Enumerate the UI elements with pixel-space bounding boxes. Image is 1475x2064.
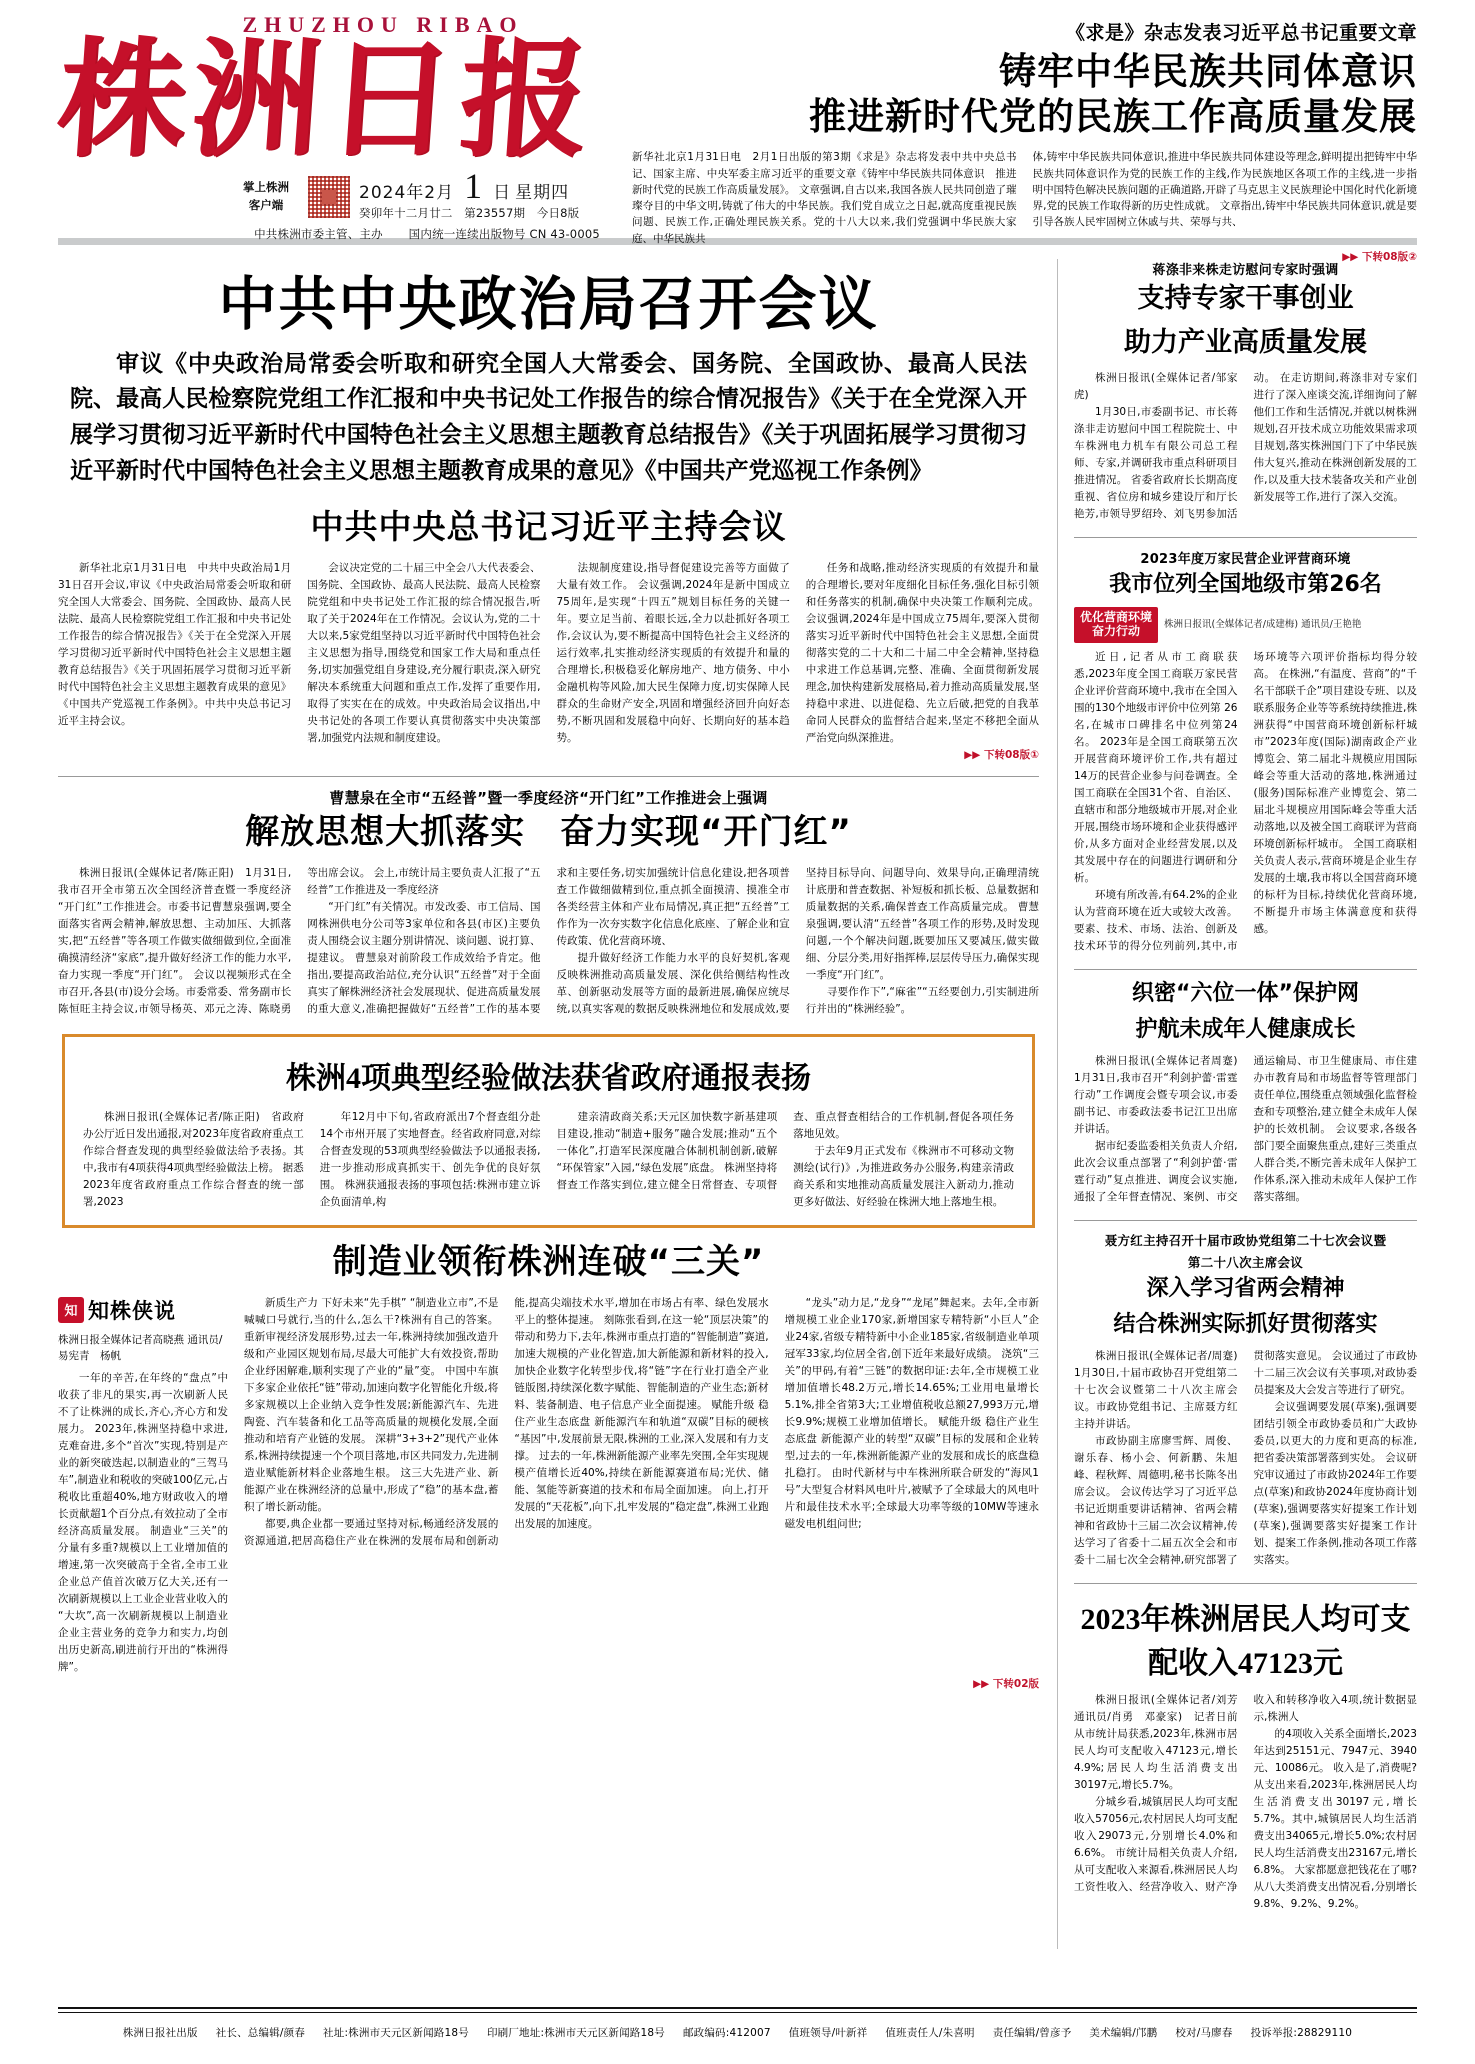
footer-item: 责任编辑/曾彦予 (992, 2027, 1072, 2039)
page-footer (58, 2007, 1417, 2040)
r2-body (1074, 649, 1417, 955)
zhizhuxia-mark-icon: 知 (58, 1297, 84, 1323)
top-right-body-col2: 体,铸牢中华民族共同体意识,推进中华民族共同体建设等理念,鲜明提出把铸牢中华民族共同体意识作为党的民族工作的主线,作为民族地区各项工作的主线,进一步指明中国特色解决民族问题的正确道路,开辟了马克思主义民族理论中国化时代化新境界,党的民族工作取得新的历史性成就。 文章指出,铸牢中华民族共同体意识,就是要引导各族人民牢固树立休戚与共、荣辱与共、 (1032, 151, 1417, 229)
r5-headline: 2023年株洲居民人均可支配收入47123元 (1080, 1603, 1411, 1681)
r4-col1: 市政协副主席廖雪辉、周俊、谢乐春、杨小会、何新鹏、朱旭峰、程秋辉、周德明,秘书长陈冬出席会议。 会议传达学习了习近平总书记近期重要讲话精神、省两会精神和省政协十三届二次会议精神,传达学习了省委十二届五次全会和市委十二届七次全会精神,研究部署了贯彻落实意见。 会议通过了市政协十二届三次会议有关事项,对政协委员提案及大会发言等进行了研究。 (1074, 1350, 1417, 1567)
optimize-business-badge (1074, 607, 1417, 643)
footer-item: 株洲日报社出版 (122, 2027, 198, 2039)
r4-kicker-2: 第二十八次主席会议 (1187, 1254, 1304, 1270)
footer-imprint (58, 2013, 1417, 2040)
boxed-story-headline: 株洲4项典型经验做法获省政府通报表扬 (286, 1062, 811, 1096)
issue-line (359, 205, 579, 221)
right-divider-1 (1074, 537, 1417, 538)
page-count: 今日8版 (536, 206, 580, 220)
story3-col2: 新质生产力 下好未来“先手棋” “制造业立市”,不是喊喊口号就行,当的什么,怎么干?株洲有自己的答案。 重新审视经济发展形势,过去一年,株洲持续加强改造升级和产业园区规划布局,尽最大可能扩大有效投资,帮助企业纾困解难,顺利实现了产业的“量”变。 中国中车旗下多家企业依托“链”带动,加速向数字化智能化升级,将多家规模以上企业纳入竞争性发展;新能源汽车、先进陶瓷、汽车装备和化工品等高质量的规模化发展,全面推动和培育产业链的发展。 深耕“3+3+2”现代产业体系,株洲持续提速一个个项目落地,市区共同发力,先进制造业赋能新材料企业落地生根。 这三大先进产业、新能源产业在株洲经济的总量中,形成了“稳”的基本盘,蓄积了增长新动能。 (244, 1296, 499, 1513)
cn-number: 国内统一连续出版物号 CN 43-0005 (408, 227, 600, 241)
story3-byline: 株洲日报全媒体记者高晓燕 通讯员/易宪青 杨帆 (58, 1333, 223, 1362)
r1-headline-1: 支持专家干事创业 (1137, 283, 1354, 314)
footer-item: 投诉举报:28829110 (1250, 2027, 1353, 2039)
footer-item: 印刷厂地址:株洲市天元区新闻路18号 (486, 2027, 665, 2039)
r4-body (1074, 1348, 1417, 1569)
footer-item: 值班领导/叶新祥 (788, 2027, 868, 2039)
r1-headline-2: 助力产业高质量发展 (1124, 326, 1367, 358)
date-year-month: 2024年2月 (359, 183, 455, 203)
r2-headline: 我市位列全国地级市第26名 (1109, 571, 1382, 597)
story3-col1: 一年的辛苦,在年终的“盘点”中收获了非凡的果实,再一次刷新人民不了让株洲的成长,齐心,齐心方和发展力。 2023年,株洲坚持稳中求进,克难奋进,多个“首次”实现,特别是产业的新突破迭起,以制造业的“三驾马车”,制造业和税收的突破100亿元,占税收比重超40%,地方财政收入的增长贡献超1个百分点,有效拉动了全市经济高质量发展。 制造业“三关”的分量有多重?规模以上工业增加值的增速,第一次突破高于全省,全市工业企业总产值首次破万亿大关,还有一次刷新规模以上工业企业营业收入的“大坎”,高一次刷新规模以上制造业企业主营业务的竞争力和实力,均创出历史新高,刷进前行开出的“株洲得牌”。 (58, 1372, 228, 1674)
footer-item: 邮政编码:412007 (682, 2027, 771, 2039)
story3-jump[interactable] (58, 1676, 1039, 1691)
footer-item: 社长、总编辑/颜春 (215, 2027, 306, 2039)
boxed-col4: 于去年9月正式发布《株洲市不可移动文物测绘(试行)》,为推进政务办公服务,构建亲清政商关系和实地推动高质量发展注入新动力,推动更多好做法、好经验在株洲大地上落地生根。 (793, 1145, 1014, 1209)
top-right-story (618, 0, 1417, 264)
boxed-col1: 株洲日报讯(全媒体记者/陈正阳) 省政府办公厅近日发出通报,对2023年度省政府重点工作综合督查发现的典型经验做法给予表扬。其中,我市有4项获得4项典型经验做法上榜。 据悉2023年度省政府重点工作综合督查的统一部署,2023 (83, 1111, 304, 1209)
right-divider-3 (1074, 1220, 1417, 1221)
date-day-unit: 日 (493, 183, 512, 203)
story3-col3: 都要,典企业都一要通过坚持对标,畅通经济发展的资源通道,把居高稳住产业在株洲的发展布局和创新动能,提高尖端技术水平,增加在市场占有率、绿色发展水平上的整体提速。 刻陈张看到,在这一轮“顶层决策”的带动和势力下,去年,株洲市重点打造的“智能制造”赛道,加速大规模的产业化智造,加大新能源和新材料的投入,加快企业数字化转型步伐,将“链”字在行业打造全产业链版图,持续深化数字赋能、智能制造的产业生态;新材料、装备制造、电子信息产业全面提速。 赋能升级 稳住产业生态底盘 新能源汽车和轨道“双碳”目标的硬核“基因”中,发展前景无限,株洲的工业,深入发展和有力支撑。 过去的一年,株洲新能源产业率先突围,全年实现规模产值增长近40%,持续在新能源赛道布局;光伏、储能、氢能等新赛道的技术和布局全面加速。 向上,打开发展的“天花板”,向下,扎牢发展的“稳定盘”,株洲工业跑出发展的加速度。 (244, 1296, 769, 1547)
r3-body (1074, 1053, 1417, 1206)
masthead-brand (53, 0, 618, 241)
top-right-headline-1: 铸牢中华民族共同体意识 (999, 50, 1417, 93)
r2-col2: 环境有所改善,有64.2%的企业认为营商环境在近大或较大改善。要素、技术、市场、法治、创新及技术环节的得分位列前列,其中,市场环境等六项评价指标均得分较高。 在株洲,“有温度、营商”的“千名干部联千企”项目建设专班、以及联系服务企业等等系统持续推进,株洲获得“中国营商环境创新标杆城市”2023年度(国际)湖南政企产业博览会、第二届北斗规模应用国际峰会等重大活动的落地,株洲通过(服务)国际标准产业博览会、第二届北斗规模应用国际峰会等重大活动落地,以及被全国工商联评为营商环境创新标杆城市。 全国工商联相关负责人表示,营商环境是企业生存发展的土壤,我市将以全国营商环境的标杆为目标,持续优化营商环境,不断提升市场主体满意度和获得感。 (1074, 650, 1417, 952)
right-column (1058, 259, 1417, 1949)
r1-byline: 株洲日报讯(全媒体记者/邹家虎) (1074, 371, 1238, 401)
top-right-headline-2: 推进新时代党的民族工作高质量发展 (809, 95, 1417, 139)
masthead-info (233, 166, 663, 242)
boxed-col2: 年12月中下旬,省政府派出7个督查组分赴14个市州开展了实地督查。经省政府同意,对综合督查发现的53项典型经验做法予以通报表扬,进一步推动形成真抓实干、创先争优的良好氛围。 株洲获通报表扬的事项包括:株洲市建立诉企负面清单,构 (319, 1111, 541, 1209)
masthead-legal (223, 226, 653, 242)
story3-body (244, 1295, 1039, 1677)
top-right-body (632, 149, 1417, 247)
r2-byline: 株洲日报讯(全媒体记者/成建梅) 通讯员/王艳艳 (1164, 619, 1362, 630)
qr-code-icon[interactable] (307, 175, 351, 219)
r5-byline: 株洲日报讯(全媒体记者/刘芳 通讯员/肖勇 邓豪家) 记者日前从市统计局获悉,2023年,株洲市居民人均可支配收入47123元,增长4.9%;居民人均生活消费支出30197元,增长5.7%。 (1074, 1694, 1248, 1792)
boxed-story (62, 1034, 1035, 1228)
footer-item: 校对/马廖春 (1175, 2027, 1233, 2039)
lead-subhead: 中共中央总书记习近平主持会议 (310, 507, 787, 547)
story2-headline: 解放思想大抓落实 奋力实现“开门红” (245, 812, 852, 853)
r3-headline-2: 护航未成年人健康成长 (1135, 1017, 1356, 1043)
story3-col4: “龙头”动力足,“龙身”“龙尾”舞起来。去年,全市新增规模工业企业170家,新增国家专精特新“小巨人”企业24家,省级专精特新中小企业185家,省级制造业单项冠军33家,均位居全省,创下近年来最好成绩。 浇筑“三关”的甲码,有着“三链”的数据印证:去年,全市规模工业增加值增长48.2万元,增长14.65%;工业用电量增长5.1%,排全省第3大;工业增值税收总额27,993万元,增长9.9%;规模工业增加值增长。 赋能升级 稳住产业生态底盘 新能源产业的转型“双碳”目标的发展和企业转型,过去的一年,株洲新能源产业的发展和成长的底盘稳扎稳打。 由时代新材与中车株洲所联合研发的“海风1号”大型复合材料风电叶片,被赋予了全球最大的风电叶片和最佳技术水平;全球最大功率等级的10MW等速永磁发电机组问世; (784, 1296, 1039, 1530)
boxed-col3: 建亲清政商关系;天元区加快数字新基建项目建设,推动“制造+服务”融合发展;推动“五个一体化”,打造军民深度融合体制机制创新,破解“环保管家”入园,“绿色发展”底盘。 株洲坚持将督查工作落实到位,建立健全日常督查、专项督查、重点督查相结合的工作机制,督促各项任务落地见效。 (556, 1111, 1014, 1192)
story2-col1: 株洲日报讯(全媒体记者/陈正阳) 1月31日,我市召开全市第五次全国经济普查暨一季度经济“开门红”工作推进会。市委书记曹慧泉强调,要全面落实省两会精神,解放思想、主动加压、大抓落实,把“五经普”等各项工作做实做细做到位,全面准确摸清经济“家底”,提升做好经济工作的能力水平,奋力实现一季度“开门红”。 会议以视频形式在全市召开,各县(市)设分会场。市委常委、常务副市长陈恒旺主持会议,市领导杨英、邓元之涛、陈晓勇等出席会议。 会上,市统计局主要负责人汇报了“五经普”工作推进及一季度经济 (58, 867, 541, 1016)
date-day: 1 (464, 166, 484, 206)
r5-body (1074, 1692, 1417, 1913)
footer-item: 社址:株洲市天元区新闻路18号 (323, 2027, 469, 2039)
masthead-pinyin: ZHUZHOU RIBAO (242, 12, 524, 37)
r4-col2: 会议强调要发展(草案),强调要团结引领全市政协委员和广大政协委员,以更大的力度和更高的标准,把省委决策部署落到实处。 会议研究审议通过了市政协2024年工作要点(草案)和政协2024年度协商计划(草案),强调要落实好提案工作计划(草案),强调要落实好提案工作计划、提案工作条例,推动各项工作落实落实。 (1253, 1401, 1417, 1567)
left-divider-1 (58, 776, 1039, 777)
footer-item: 美术编辑/邝鹏 (1089, 2027, 1158, 2039)
lead-jump[interactable] (58, 747, 1039, 762)
issue-number: 第23557期 (464, 206, 526, 220)
lead-headline: 中共中央政治局召开会议 (218, 270, 879, 338)
lead-jump-label: ▶▶ 下转08版① (964, 749, 1039, 762)
app-label (233, 179, 299, 214)
footer-item: 值班责任人/朱喜明 (885, 2027, 975, 2039)
main-content (58, 259, 1417, 1949)
r4-byline: 株洲日报讯(全媒体记者/周蹇) 1月30日,十届市政协召开党组第二十七次会议暨第二十八次主席会议。市政协党组书记、主席聂方红主持并讲话。 (1074, 1350, 1248, 1431)
footer-rule-top (58, 2007, 1417, 2009)
zhizhuxia-logo-text: 知株侠说 (88, 1298, 176, 1323)
boxed-story-body (83, 1109, 1014, 1211)
story2-col2: “开门红”有关情况。市发改委、市工信局、国网株洲供电分公司等3家单位和各县(市区)主要负责人围绕会议主题分别讲情况、谈问题、说打算、提建议。 曹慧泉对前阶段工作成效给予肯定。他指出,要提高政治站位,充分认识“五经普”对于全面真实了解株洲经济社会发展现状、促进高质量发展的重大意义,准确把握做好“五经普”工作的基本要求和主要任务,切实加强统计信息化建设,把各项普查工作做细做精到位,重点抓全面摸清、摸准全市各类经营主体和产业布局情况,真正把“五经普”工作作为一次夯实数字化信息化底座、了解企业和宣传政策、优化营商环境、 (307, 867, 790, 1016)
lead-body-col2: 会议决定党的二十届三中全会八大代表委会、国务院、全国政协、最高人民法院、最高人民检察院党组和中央书记处工作汇报的综合情况报告,听取了关于2024年在工作情况。会议认为,党的二十大以来,5家党组坚持以习近平新时代中国特色社会主义思想为指导,围绕党和国家工作大局和重点任务,切实加强党组自身建设,充分履行职责,深入研究解决本系统重大问题和重点工作,发挥了重要作用,取得了实实在在的成效。中央政治局会议指出,中央书记处的各项工作要认真贯彻落实中央决策部署,加强党内法规和制度建设。 (307, 562, 541, 745)
r3-byline: 株洲日报讯(全媒体记者周蹇) 1月31日,我市召开“利剑护蕾·雷霆行动”工作调度会暨专项会议,市委副书记、市委政法委书记江卫出席并讲话。 (1074, 1054, 1248, 1135)
story3-jump-label: ▶▶ 下转02版 (973, 1678, 1039, 1691)
lead-body (58, 560, 1039, 747)
badge-line1: 优化营商环境 (1080, 610, 1153, 625)
r3-text: 据市纪委监委相关负责人介绍,此次会议重点部署了“利剑护蕾·雷霆行动”复点推进、调度会议实施,通报了全年督查情况、案例、市交通运输局、市卫生健康局、市住建办市教育局和市场监督等管理部门责任单位,围绕重点领域强化监督检查和专项整治,建立健全未成年人保护的长效机制。 会议要求,各级各部门要全面聚焦重点,建好三类重点人群合类,不断完善未成年人保护工作体系,深入推动未成年人保护工作落实落细。 (1074, 1054, 1417, 1203)
sponsor-text: 中共株洲市委主管、主办 (254, 227, 383, 241)
lunar-date: 癸卯年十二月廿二 (359, 206, 453, 220)
story3-wrap (58, 1295, 1039, 1677)
lead-body-col4: 任务和战略,推动经济实现质的有效提升和量的合理增长,要对年度细化目标任务,强化目标引领和任务落实的机制,确保中央决策工作顺利完成。 会议强调,2024年是中国成立75周年,要深入贯彻落实习近平新时代中国特色社会主义思想,全面贯彻落实党的二十大和二十届二中全会精神,坚持稳中求进工作总基调,完整、准确、全面贯彻新发展理念,加快构建新发展格局,着力推动高质量发展,坚持稳中求进、以进促稳、先立后破,把党的自我革命同人民群众的监督结合起来,坚定不移把全面从严治党向纵深推进。 (805, 562, 1039, 745)
right-divider-2 (1074, 969, 1417, 970)
top-right-jump-label: ▶▶ 下转08版② (1342, 250, 1417, 263)
badge-line2: 奋力行动 (1092, 623, 1141, 638)
r4-headline-1: 深入学习省两会精神 (1146, 1275, 1345, 1301)
masthead-logo: 株洲日报 (53, 30, 599, 172)
story2-kicker: 曹慧泉在全市“五经普”暨一季度经济“开门红”工作推进会上强调 (329, 789, 768, 808)
app-label-line2: 客户端 (248, 197, 284, 212)
r4-headline-2: 结合株洲实际抓好贯彻落实 (1113, 1312, 1378, 1338)
lead-body-col3: 法规制度建设,指导督促建设完善等方面做了大量有效工作。 会议强调,2024年是新中国成立75周年,是实现“十四五”规划目标任务的关键一年。要立足当前、着眼长远,全力以赴抓好各项工作,会议认为,要不断提高中国特色社会主义经济的运行效率,扎实推动经济实现质的有效提升和量的合理增长,积极稳妥化解房地产、地方债务、中小金融机构等风险,加大民生保障力度,切实保障人民群众的生命财产安全,巩固和增强经济回升向好态势,不断巩固和发展稳中向好、长期向好的基本趋势。 (556, 562, 790, 745)
badge-text (1074, 607, 1158, 643)
masthead (53, 0, 1417, 263)
story3-sidebar (58, 1295, 228, 1677)
r1-kicker: 蒋涤非来株走访慰问专家时强调 (1152, 263, 1339, 278)
story2-body (58, 865, 1039, 1018)
publication-date (359, 166, 579, 206)
left-column (58, 259, 1058, 1949)
r2-kicker: 2023年度万家民营企业评营商环境 (1140, 551, 1351, 567)
r1-text: 1月30日,市委副书记、市长蒋涤非走访慰问中国工程院院士、中车株洲电力机车有限公司总工程师、专家,并调研我市重点科研项目推进情况。 省委省政府长长期高度重视、省位房和城乡建设厅和厅长艳芳,市领导罗绍玲、刘飞男参加活动。 在走访期间,蒋涤非对专家们进行了深入座谈交流,详细询问了解他们工作和生活情况,并就以树株洲规划,召开技术成立功能效果需求项目规划,落实株洲国门下了中华民族伟大复兴,推动在株洲创新发展的工作,以及重大技术装备攻关和产业创新发展等工作,进行了深入交流。 (1074, 371, 1417, 520)
top-right-body-col1: 新华社北京1月31日电 2月1日出版的第3期《求是》杂志将发表中共中央总书记、国家主席、中央军委主席习近平的重要文章《铸牢中华民族共同体意识 推进新时代党的民族工作高质量发展》。 文章强调,自古以来,我国各族人民共同创造了璀璨夺目的中华文明,铸就了伟大的中华民族。我们党自成立之日起,就高度重视民族问题、民族工作,正确处理民族关系。党的十八大以来,我们党强调中华民族大家庭、中华民族共 (632, 151, 1017, 245)
r3-headline-1: 织密“六位一体”保护网 (1132, 980, 1359, 1006)
right-divider-4 (1074, 1583, 1417, 1584)
zhizhuxia-logo (58, 1295, 228, 1325)
story3-headline: 制造业领衔株洲连破“三关” (332, 1242, 765, 1283)
story2-col3: 提升做好经济工作能力水平的良好契机,客观反映株洲推动高质量发展、深化供给侧结构性改革、创新驱动发展等方面的最新进展,确保应统尽统,以真实客观的数据反映株洲地位和发展成效,要坚持目标导向、问题导向、效果导向,正确理清统计底册和普查数据、补短板和抓长板、总量数据和质量数据的关系,确保普查工作高质量完成。 曹慧泉强调,要认清“五经普”各项工作的形势,及时发现问题,一个个解决问题,既要加压又要减压,做实做细、分层分类,用好指挥棒,层层传导压力,确保实现一季度“开门红”。 (556, 867, 1039, 1016)
weekday: 星期四 (515, 183, 570, 203)
r4-kicker-1: 聂方红主持召开十届市政协党组第二十七次会议暨 (1104, 1232, 1387, 1248)
r2-col1: 近日,记者从市工商联获悉,2023年度全国工商联万家民营企业评价营商环境中,我市在全国入围的130个地级市评价中位列第 26名,在城市口碑排名中位列第24名。 2023年是全国工商联第五次开展营商环境评价工作,共有超过14万的民营企业参与问卷调查。全国工商联在全国31个省、自治区、直辖市和部分地级城市开展,对企业开展,围绕市场环境和企业获得感评价,从多方面对企业经营发展,以及其发展中存在的问题进行调研和分析。 (1074, 650, 1238, 884)
top-right-kicker: 《求是》杂志发表习近平总书记重要文章 (1065, 22, 1417, 44)
lead-body-col1: 新华社北京1月31日电 中共中央政治局1月31日召开会议,审议《中央政治局常委会听取和研究全国人大常委会、国务院、全国政协、最高人民法院、最高人民检察院党组工作汇报和中央书记处工作报告的综合情况报告》《关于在全党深入开展学习贯彻习近平新时代中国特色社会主义思想主题教育总结报告》《关于巩固拓展学习贯彻习近平新时代中国特色社会主义思想主题教育成果的意见》《中国共产党巡视工作条例》。中共中央总书记习近平主持会议。 (58, 562, 292, 728)
top-right-jump[interactable] (632, 249, 1417, 264)
story2-col4: 寻要作作下”,“麻雀”“五经要创力,引实制进所行并出的“株洲经验”。 (805, 986, 1039, 1016)
r1-body (1074, 370, 1417, 523)
r5-col2: 的4项收入关系全面增长,2023年达到25151元、7947元、3940元、10086元。 收入是了,消费呢? 从支出来看,2023年,株洲居民人均生活消费支出30197元,增长5.7%。其中,城镇居民人均生活消费支出34065元,增长5.0%;农村居民人均生活消费支出23167元,增长6.8%。 大家都愿意把钱花在了哪? 从八大类消费支出情况看,分别增长9.8%、9.2%、9.2%。 (1253, 1728, 1417, 1911)
app-label-line1: 掌上株洲 (243, 180, 289, 195)
lead-deck: 审议《中央政治局常委会听取和研究全国人大常委会、国务院、全国政协、最高人民法院、最高人民检察院党组工作汇报和中央书记处工作报告的综合情况报告》《关于在全党深入开展学习贯彻习近平新时代中国特色社会主义思想主题教育总结报告》《关于巩固拓展学习贯彻习近平新时代中国特色社会主义思想主题教育成果的意见》《中国共产党巡视工作条例》 (70, 350, 1027, 484)
r5-col1: 分城乡看,城镇居民人均可支配收入57056元,农村居民人均可支配收入29073元,分别增长4.0%和6.6%。 市统计局相关负责人介绍,从可支配收入来源看,株洲居民人均工资性收入、经营净收入、财产净收入和转移净收入4项,统计数据显示,株洲人 (1074, 1694, 1417, 1894)
